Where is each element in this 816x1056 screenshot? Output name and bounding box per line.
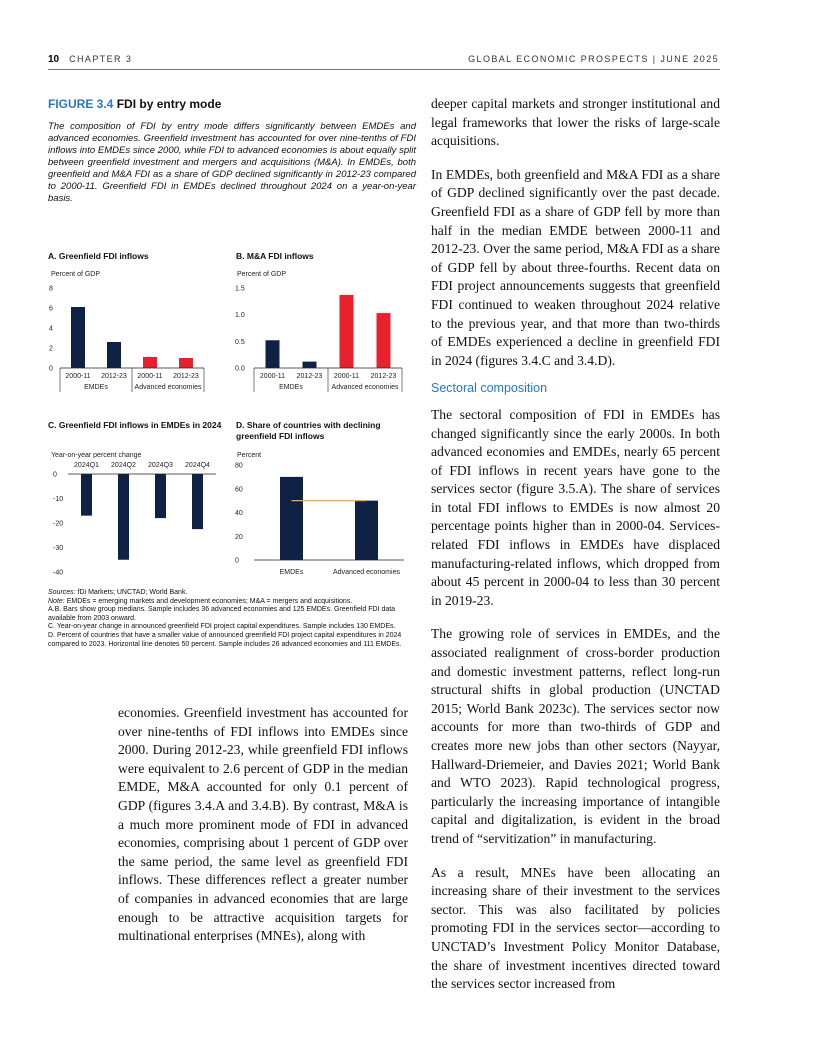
note-text: EMDEs = emerging markets and development economies; M&A = mergers and acquisitions.	[66, 597, 353, 605]
note-ab: A.B. Bars show group medians. Sample includes 36 advanced economies and 125 EMDEs. Greenfield FDI data available from 2003 onward.	[48, 606, 396, 622]
chapter-label: CHAPTER 3	[69, 54, 133, 64]
bar-2012-23	[377, 313, 391, 368]
bar-2012-23	[179, 358, 193, 368]
chart-a-greenfield	[48, 266, 233, 406]
right-paragraph-4: The growing role of services in EMDEs, and the associated realignment of cross-border production and domestic investment patterns, reflect long-run structural shifts in global production (UNCTAD 2015; World Bank 2023c). The services sector now accounts for more than two-thirds of GDP and creates more new jobs than other sectors (Nayyar, Hallward-Driemeier, and Davies 2021; World Bank and WTO 2023). Rapid technological progress, particularly the increasing importance of intangible capital and digitalization, is evident in the broad trend of “servitization” in manufacturing.	[431, 626, 720, 846]
y-tick-label: 1.0	[235, 312, 245, 320]
panel-a-title: A. Greenfield FDI inflows	[48, 251, 149, 261]
section-heading: Sectoral composition	[431, 381, 548, 396]
bar-2024Q2	[118, 474, 129, 560]
x-tick-label: 2000-11	[333, 373, 360, 380]
right-paragraph-5: As a result, MNEs have been allocating an increasing share of their investment to the services sector. This was also facilitated by policies promoting FDI in the services sector—according to UNCTAD’s Investment Policy Monitor Database, the share of investment incentives directed toward the services sector increased from	[431, 864, 720, 992]
chart-b-ma	[232, 266, 420, 406]
x-tick-label: 2012-23	[296, 373, 323, 380]
bar-Advanced economies	[355, 501, 378, 560]
figure-number: FIGURE 3.4	[48, 97, 114, 111]
x-tick-label: Advanced economies	[333, 569, 400, 576]
x-tick-label: 2024Q1	[74, 462, 99, 469]
y-axis-label: Percent of GDP	[237, 271, 287, 278]
chart-d-declining-share	[232, 448, 420, 580]
note-c: C. Year-on-year change in announced greenfield FDI project capital expenditures. Sample includes 130 EMDEs.	[48, 623, 396, 631]
bar-2000-11	[71, 307, 85, 368]
figure-caption: The composition of FDI by entry mode differs significantly between EMDEs and advanced economies. Greenfield investment has accounted for over nine-tenths of FDI inflows into EMDEs since 2000, while FDI to advanced economies is about equally split between greenfield investment and mergers and acquisitions (M&A). In EMDEs, both greenfield and M&A FDI as a share of GDP declined significantly in 2012-23 compared to 2000-11. Greenfield FDI in EMDEs declined throughout 2024 on a year-on-year basis.	[48, 121, 416, 204]
right-paragraph-1: deeper capital markets and stronger institutional and legal frameworks that lower the risks of large-scale acquisitions.	[431, 96, 720, 149]
bar-2024Q1	[81, 474, 92, 516]
bar-2000-11	[340, 295, 354, 368]
group-label: Advanced economies	[134, 384, 202, 391]
y-tick-label: 20	[235, 533, 243, 541]
y-tick-label: -30	[53, 545, 64, 552]
y-tick-label: 2	[49, 345, 53, 353]
publication-title: GLOBAL ECONOMIC PROSPECTS | JUNE 2025	[468, 54, 719, 64]
running-header-left	[48, 54, 132, 65]
left-body-column	[118, 704, 408, 961]
sources-label: Sources:	[48, 589, 76, 596]
y-tick-label: -20	[53, 520, 64, 528]
header-rule	[48, 69, 720, 70]
x-tick-label: 2000-11	[137, 373, 163, 380]
page-number: 10	[48, 54, 60, 65]
right-paragraph-2: In EMDEs, both greenfield and M&A FDI as a share of GDP declined significantly over the past decade. Greenfield FDI as a share of GDP fell by more than half in the median EMDE between 2000-11 and 2012-23. Over the same period, M&A FDI as a share of GDP fell by about three-fourths. Recent data on FDI project announcements suggests that greenfield FDI continued to weaken throughout 2024 relative to the previous year, and that more than two-thirds of EMDEs experienced a decline in greenfield FDI in 2024 (figures 3.4.C and 3.4.D).	[431, 166, 720, 368]
bar-2024Q3	[155, 474, 166, 518]
y-axis-label: Year-on-year percent change	[51, 452, 142, 459]
figure-title	[48, 97, 418, 111]
note-d: D. Percent of countries that have a smaller value of announced greenfield FDI project capital expenditures in 2024 compared to 2023. Horizontal line denotes 50 percent. Sample includes 26 advanced economies and 111 EMDEs.	[48, 631, 402, 648]
figure-title-text: FDI by entry mode	[116, 97, 222, 111]
x-tick-label: 2024Q3	[148, 462, 173, 469]
bar-EMDEs	[280, 477, 303, 560]
y-tick-label: 6	[49, 305, 53, 313]
bar-2012-23	[303, 362, 317, 368]
bar-2012-23	[107, 342, 121, 368]
bar-2000-11	[266, 340, 280, 368]
right-paragraph-3: The sectoral composition of FDI in EMDEs has changed significantly since the early 2000s. In both advanced economies and EMDEs, nearly 65 percent of FDI inflows in recent years have gone to the services sector (figure 3.5.A). The share of services in total FDI inflows to EMDEs is now almost 20 percentage points higher than in 2000-04. Services-related FDI inflows in EMDEs have displaced manufacturing-related inflows, which dropped from about 45 percent in 2000-04 to less than 30 percent in 2019-23.	[431, 406, 720, 608]
panel-c-title: C. Greenfield FDI inflows in EMDEs in 2024	[48, 420, 222, 430]
panel-d-title: D. Share of countries with declining greenfield FDI inflows	[236, 420, 381, 441]
x-tick-label: EMDEs	[279, 569, 304, 576]
x-tick-label: 2012-23	[101, 373, 127, 380]
y-tick-label: 0	[53, 471, 57, 479]
left-paragraph-1: economies. Greenfield investment has accounted for over nine-tenths of FDI inflows into EMDEs since 2000. During 2012-23, while greenfield FDI inflows were equivalent to 2.6 percent of GDP in the median EMDE, M&A accounted for only 0.1 percent of GDP (figures 3.4.A and 3.4.B). By contrast, M&A is a much more prominent mode of FDI in advanced economies, comprising about 1 percent of GDP over the same period, the same level as greenfield FDI inflows. These differences reflect a greater number of companies in advanced economies that are large enough to be attractive acquisition targets for multinational enterprises (MNEs), along with	[118, 705, 408, 944]
group-label: EMDEs	[279, 384, 303, 391]
y-tick-label: 0.5	[235, 338, 245, 346]
y-tick-label: 1.5	[235, 285, 245, 293]
group-label: Advanced economies	[331, 384, 399, 391]
note-label: Note:	[48, 597, 65, 605]
chart-c-greenfield-2024	[48, 448, 233, 580]
x-tick-label: 2012-23	[173, 373, 199, 380]
x-tick-label: 2000-11	[65, 373, 91, 380]
right-body-column	[431, 95, 720, 1009]
x-tick-label: 2000-11	[259, 373, 286, 380]
bar-2000-11	[143, 357, 157, 368]
x-tick-label: 2024Q2	[111, 462, 136, 469]
y-tick-label: 80	[235, 462, 243, 470]
y-tick-label: 0.0	[235, 365, 245, 373]
y-tick-label: 4	[49, 325, 53, 333]
y-tick-label: -40	[53, 569, 64, 577]
x-tick-label: 2012-23	[370, 373, 397, 380]
bar-2024Q4	[192, 474, 203, 529]
y-tick-label: -10	[53, 496, 64, 503]
y-tick-label: 8	[49, 285, 53, 293]
y-axis-label: Percent of GDP	[51, 271, 101, 278]
panel-b-title: B. M&A FDI inflows	[236, 251, 314, 261]
x-tick-label: 2024Q4	[185, 462, 210, 469]
y-tick-label: 0	[49, 365, 53, 373]
y-tick-label: 40	[235, 510, 243, 517]
y-tick-label: 0	[235, 557, 239, 565]
group-label: EMDEs	[84, 384, 108, 391]
sources-text: fDi Markets; UNCTAD; World Bank.	[77, 589, 188, 596]
y-axis-label: Percent	[237, 452, 262, 459]
y-tick-label: 60	[235, 486, 243, 494]
figure-notes	[48, 589, 418, 649]
